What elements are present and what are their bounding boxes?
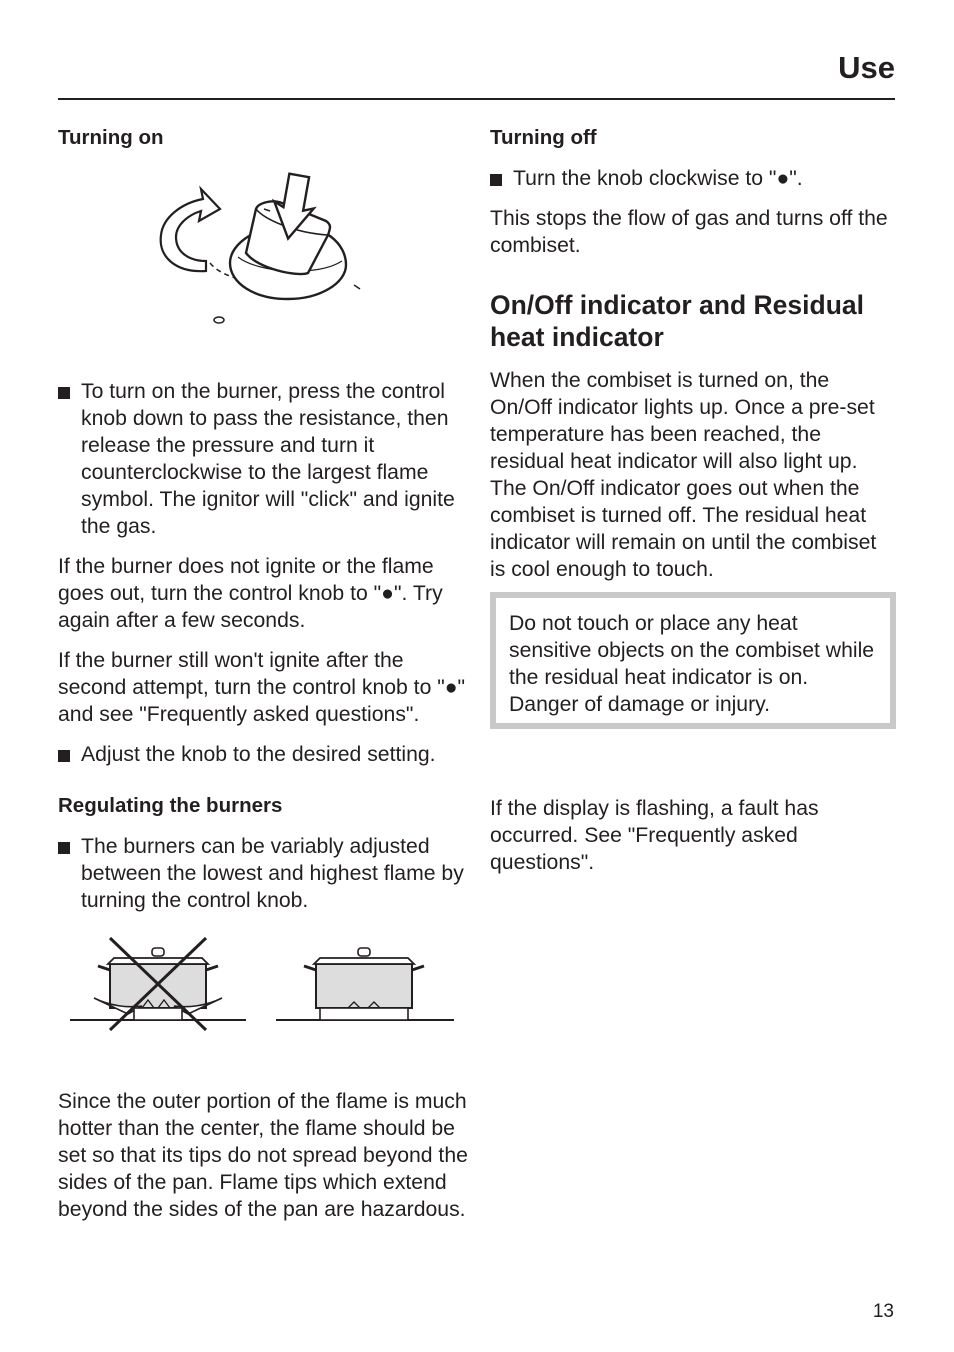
- pan-flame-illustration: [58, 934, 468, 1044]
- step-turn-off: [490, 165, 896, 192]
- step-regulate-text: The burners can be variably adjusted between the lowest and highest flame by turning the control knob.: [81, 835, 464, 912]
- heading-regulating: Regulating the burners: [58, 794, 283, 817]
- para-still-no-ignite: If the burner still won't ignite after the second attempt, turn the control knob to "●" and see "Frequently asked questions".: [58, 649, 466, 726]
- step-turn-on: [58, 378, 468, 540]
- heading-indicators: On/Off indicator and Residual heat indicator: [490, 290, 864, 352]
- step-adjust: [58, 741, 468, 768]
- page-title: Use: [838, 50, 895, 85]
- knob-illustration: [58, 165, 468, 330]
- step-turn-on-text: To turn on the burner, press the control knob down to pass the resistance, then release the pressure and turn it counterclockwise to the largest flame symbol. The ignitor will "click" and ignite the gas.: [81, 380, 455, 538]
- step-turn-off-text: Turn the knob clockwise to "●".: [513, 167, 803, 190]
- bullet-square: [58, 750, 70, 762]
- page-number: 13: [872, 1301, 894, 1322]
- para-stops-gas: This stops the flow of gas and turns off the combiset.: [490, 207, 888, 257]
- step-regulate: [58, 833, 468, 914]
- warning-text: Do not touch or place any heat sensitive objects on the combiset while the residual heat indicator is on. Danger of damage or injury.: [509, 612, 875, 716]
- left-column: [58, 124, 468, 1236]
- bullet-square: [490, 174, 502, 186]
- pan-too-large-flame: [70, 938, 246, 1030]
- header-rule: [58, 98, 895, 100]
- bullet-square: [58, 387, 70, 399]
- heading-turning-off: Turning off: [490, 126, 597, 149]
- warning-box: [490, 592, 896, 729]
- bullet-square: [58, 842, 70, 854]
- step-adjust-text: Adjust the knob to the desired setting.: [81, 743, 436, 766]
- para-flame-hotter: Since the outer portion of the flame is much hotter than the center, the flame should be set so that its tips do not spread beyond the sides of the pan. Flame tips which extend beyond the sides of the pan are hazardous.: [58, 1090, 468, 1221]
- para-indicators: When the combiset is turned on, the On/Off indicator lights up. Once a pre-set temperature has been reached, the residual heat indicator will also light up. The On/Off indicator goes out when the combiset is turned off. The residual heat indicator will remain on until the combiset is cool enough to touch.: [490, 369, 877, 581]
- pan-correct-flame: [276, 948, 454, 1020]
- heading-turning-on: Turning on: [58, 126, 164, 149]
- right-column: [490, 124, 896, 889]
- para-no-ignite: If the burner does not ignite or the flame goes out, turn the control knob to "●". Try again after a few seconds.: [58, 555, 443, 632]
- para-display-flashing: If the display is flashing, a fault has occurred. See "Frequently asked questions".: [490, 797, 819, 874]
